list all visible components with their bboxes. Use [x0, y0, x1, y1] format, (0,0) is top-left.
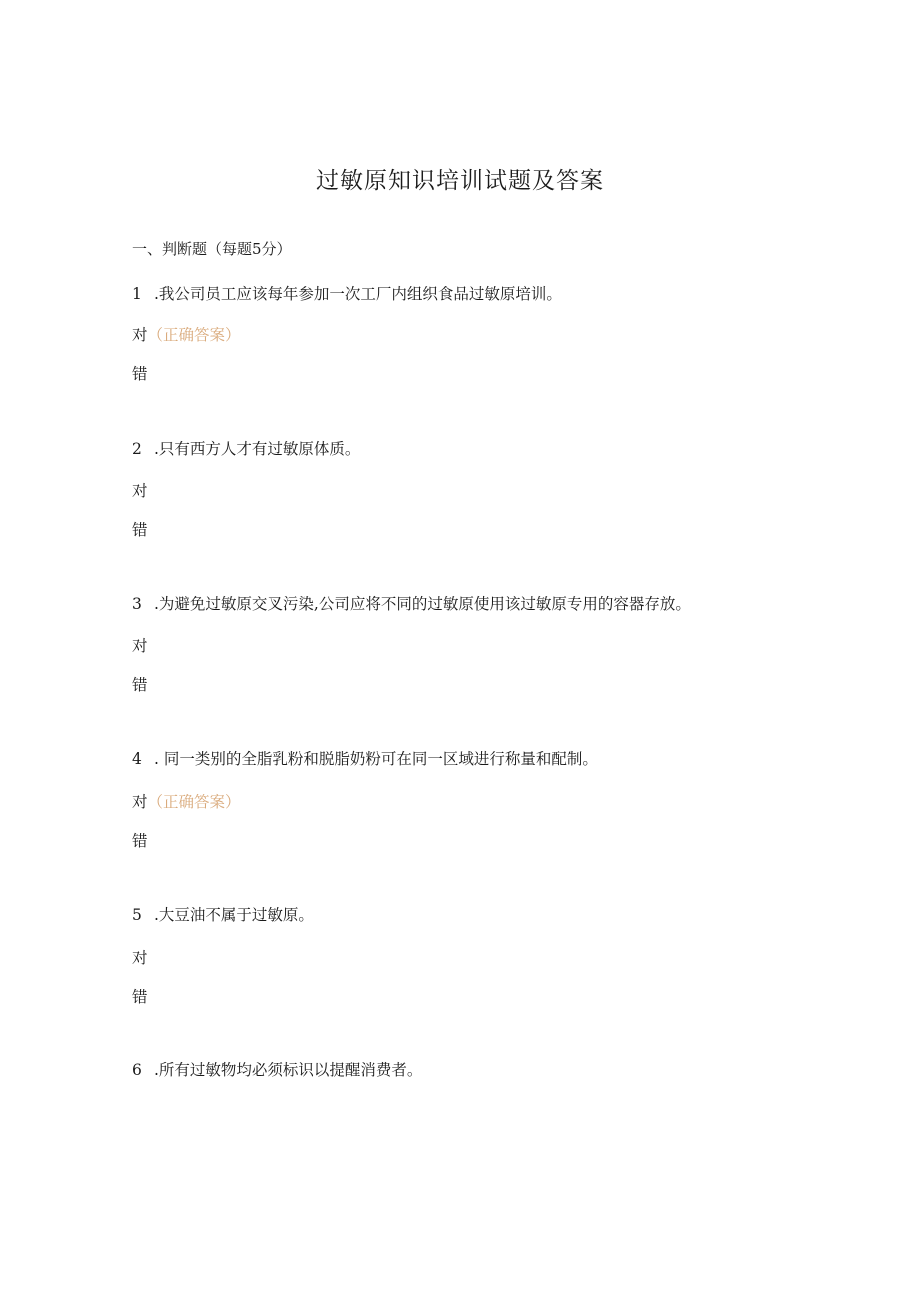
question-number: 1 [132, 285, 142, 303]
option-label: 对 [132, 326, 148, 344]
question-text: .大豆油不属于过敏原。 [154, 906, 314, 924]
question-number: 5 [132, 906, 142, 924]
question-number: 3 [132, 595, 142, 613]
question-2 [132, 437, 360, 459]
question-5-option-false[interactable] [132, 985, 148, 1007]
option-label: 对 [132, 637, 148, 655]
question-4-option-true[interactable] [132, 790, 241, 812]
question-text: . 同一类别的全脂乳粉和脱脂奶粉可在同一区域进行称量和配制。 [154, 750, 598, 768]
question-text: .只有西方人才有过敏原体质。 [154, 440, 361, 458]
option-label: 错 [132, 988, 148, 1006]
option-label: 错 [132, 676, 148, 694]
question-text: .为避免过敏原交叉污染,公司应将不同的过敏原使用该过敏原专用的容器存放。 [154, 595, 691, 613]
option-label: 对 [132, 949, 148, 967]
question-2-option-true[interactable] [132, 479, 148, 501]
question-4-option-false[interactable] [132, 829, 148, 851]
question-6 [132, 1058, 422, 1080]
option-label: 对 [132, 793, 148, 811]
question-number: 2 [132, 440, 142, 458]
question-3-option-false[interactable] [132, 673, 148, 695]
question-5 [132, 903, 314, 925]
question-2-option-false[interactable] [132, 518, 148, 540]
correct-answer-marker: （正确答案） [147, 326, 241, 344]
question-1-option-true[interactable] [132, 323, 241, 345]
question-5-option-true[interactable] [132, 946, 148, 968]
page-title: 过敏原知识培训试题及答案 [316, 168, 604, 194]
correct-answer-marker: （正确答案） [147, 793, 241, 811]
option-label: 错 [132, 521, 148, 539]
question-number: 6 [132, 1061, 142, 1079]
question-text: .我公司员工应该每年参加一次工厂内组织食品过敏原培训。 [154, 285, 562, 303]
section-heading: 一、判断题（每题5分） [132, 240, 292, 258]
question-1 [132, 282, 562, 304]
question-3 [132, 592, 691, 614]
option-label: 错 [132, 832, 148, 850]
question-1-option-false[interactable] [132, 362, 148, 384]
option-label: 对 [132, 482, 148, 500]
question-4 [132, 747, 598, 769]
option-label: 错 [132, 365, 148, 383]
question-number: 4 [132, 750, 142, 768]
question-text: .所有过敏物均必须标识以提醒消费者。 [154, 1061, 423, 1079]
question-3-option-true[interactable] [132, 634, 148, 656]
